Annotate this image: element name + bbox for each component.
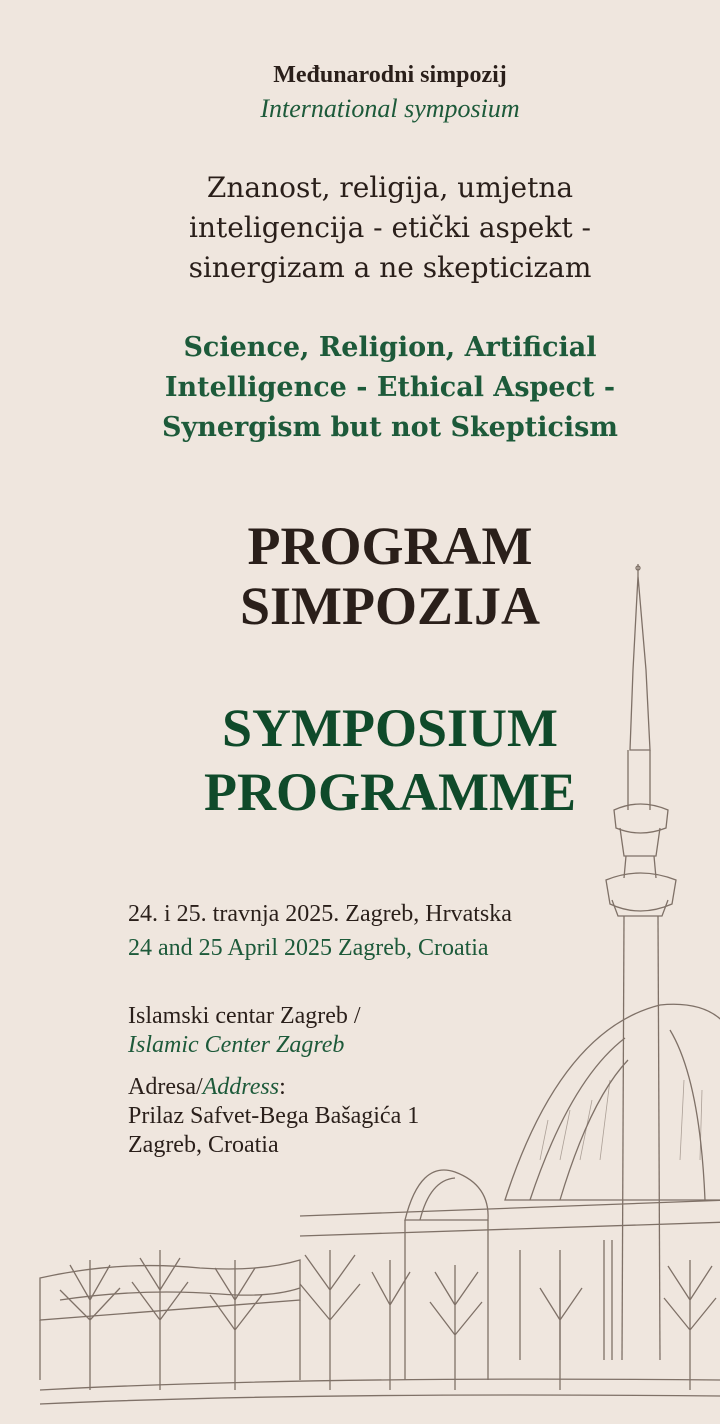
trees-sketch (60, 1250, 716, 1390)
symposium-title-hr (130, 168, 650, 288)
symposium-title-en (120, 328, 660, 448)
title-hr-line: inteligencija - etički aspekt - (189, 211, 591, 244)
program-heading-en (130, 696, 650, 824)
program-heading-hr (130, 516, 650, 636)
address-city: Zagreb, Croatia (128, 1132, 279, 1158)
program-en-line: SYMPOSIUM (222, 698, 558, 758)
address-label (128, 1073, 598, 1102)
program-hr-line: PROGRAM (247, 516, 533, 576)
secondary-dome (405, 1170, 488, 1220)
program-en-line: PROGRAMME (204, 762, 576, 822)
venue-en: Islamic Center Zagreb (128, 1032, 345, 1058)
program-hr-line: SIMPOZIJA (239, 576, 541, 636)
dates-hr: 24. i 25. travnja 2025. Zagreb, Hrvatska (128, 901, 512, 927)
symposium-label-hr: Međunarodni simpozij (273, 62, 507, 88)
dates-en: 24 and 25 April 2025 Zagreb, Croatia (128, 935, 489, 961)
address-street: Prilaz Safvet-Bega Bašagića 1 (128, 1103, 420, 1129)
title-en-line: Synergism but not Skepticism (162, 412, 618, 443)
address-label-en: Address (202, 1074, 280, 1100)
title-hr-line: Znanost, religija, umjetna (206, 171, 574, 204)
title-hr-line: sinergizam a ne skepticizam (188, 251, 592, 284)
address-label-colon: : (279, 1074, 286, 1100)
symposium-label-en: International symposium (260, 94, 520, 123)
title-en-line: Science, Religion, Artificial (183, 332, 597, 363)
ground-line (40, 1379, 720, 1390)
address-label-hr: Adresa/ (128, 1074, 203, 1100)
venue-hr: Islamski centar Zagreb / (128, 1003, 361, 1029)
mosque-sketch-illustration (0, 560, 720, 1424)
title-en-line: Intelligence - Ethical Aspect - (164, 372, 616, 403)
left-wing-roof (40, 1260, 300, 1320)
